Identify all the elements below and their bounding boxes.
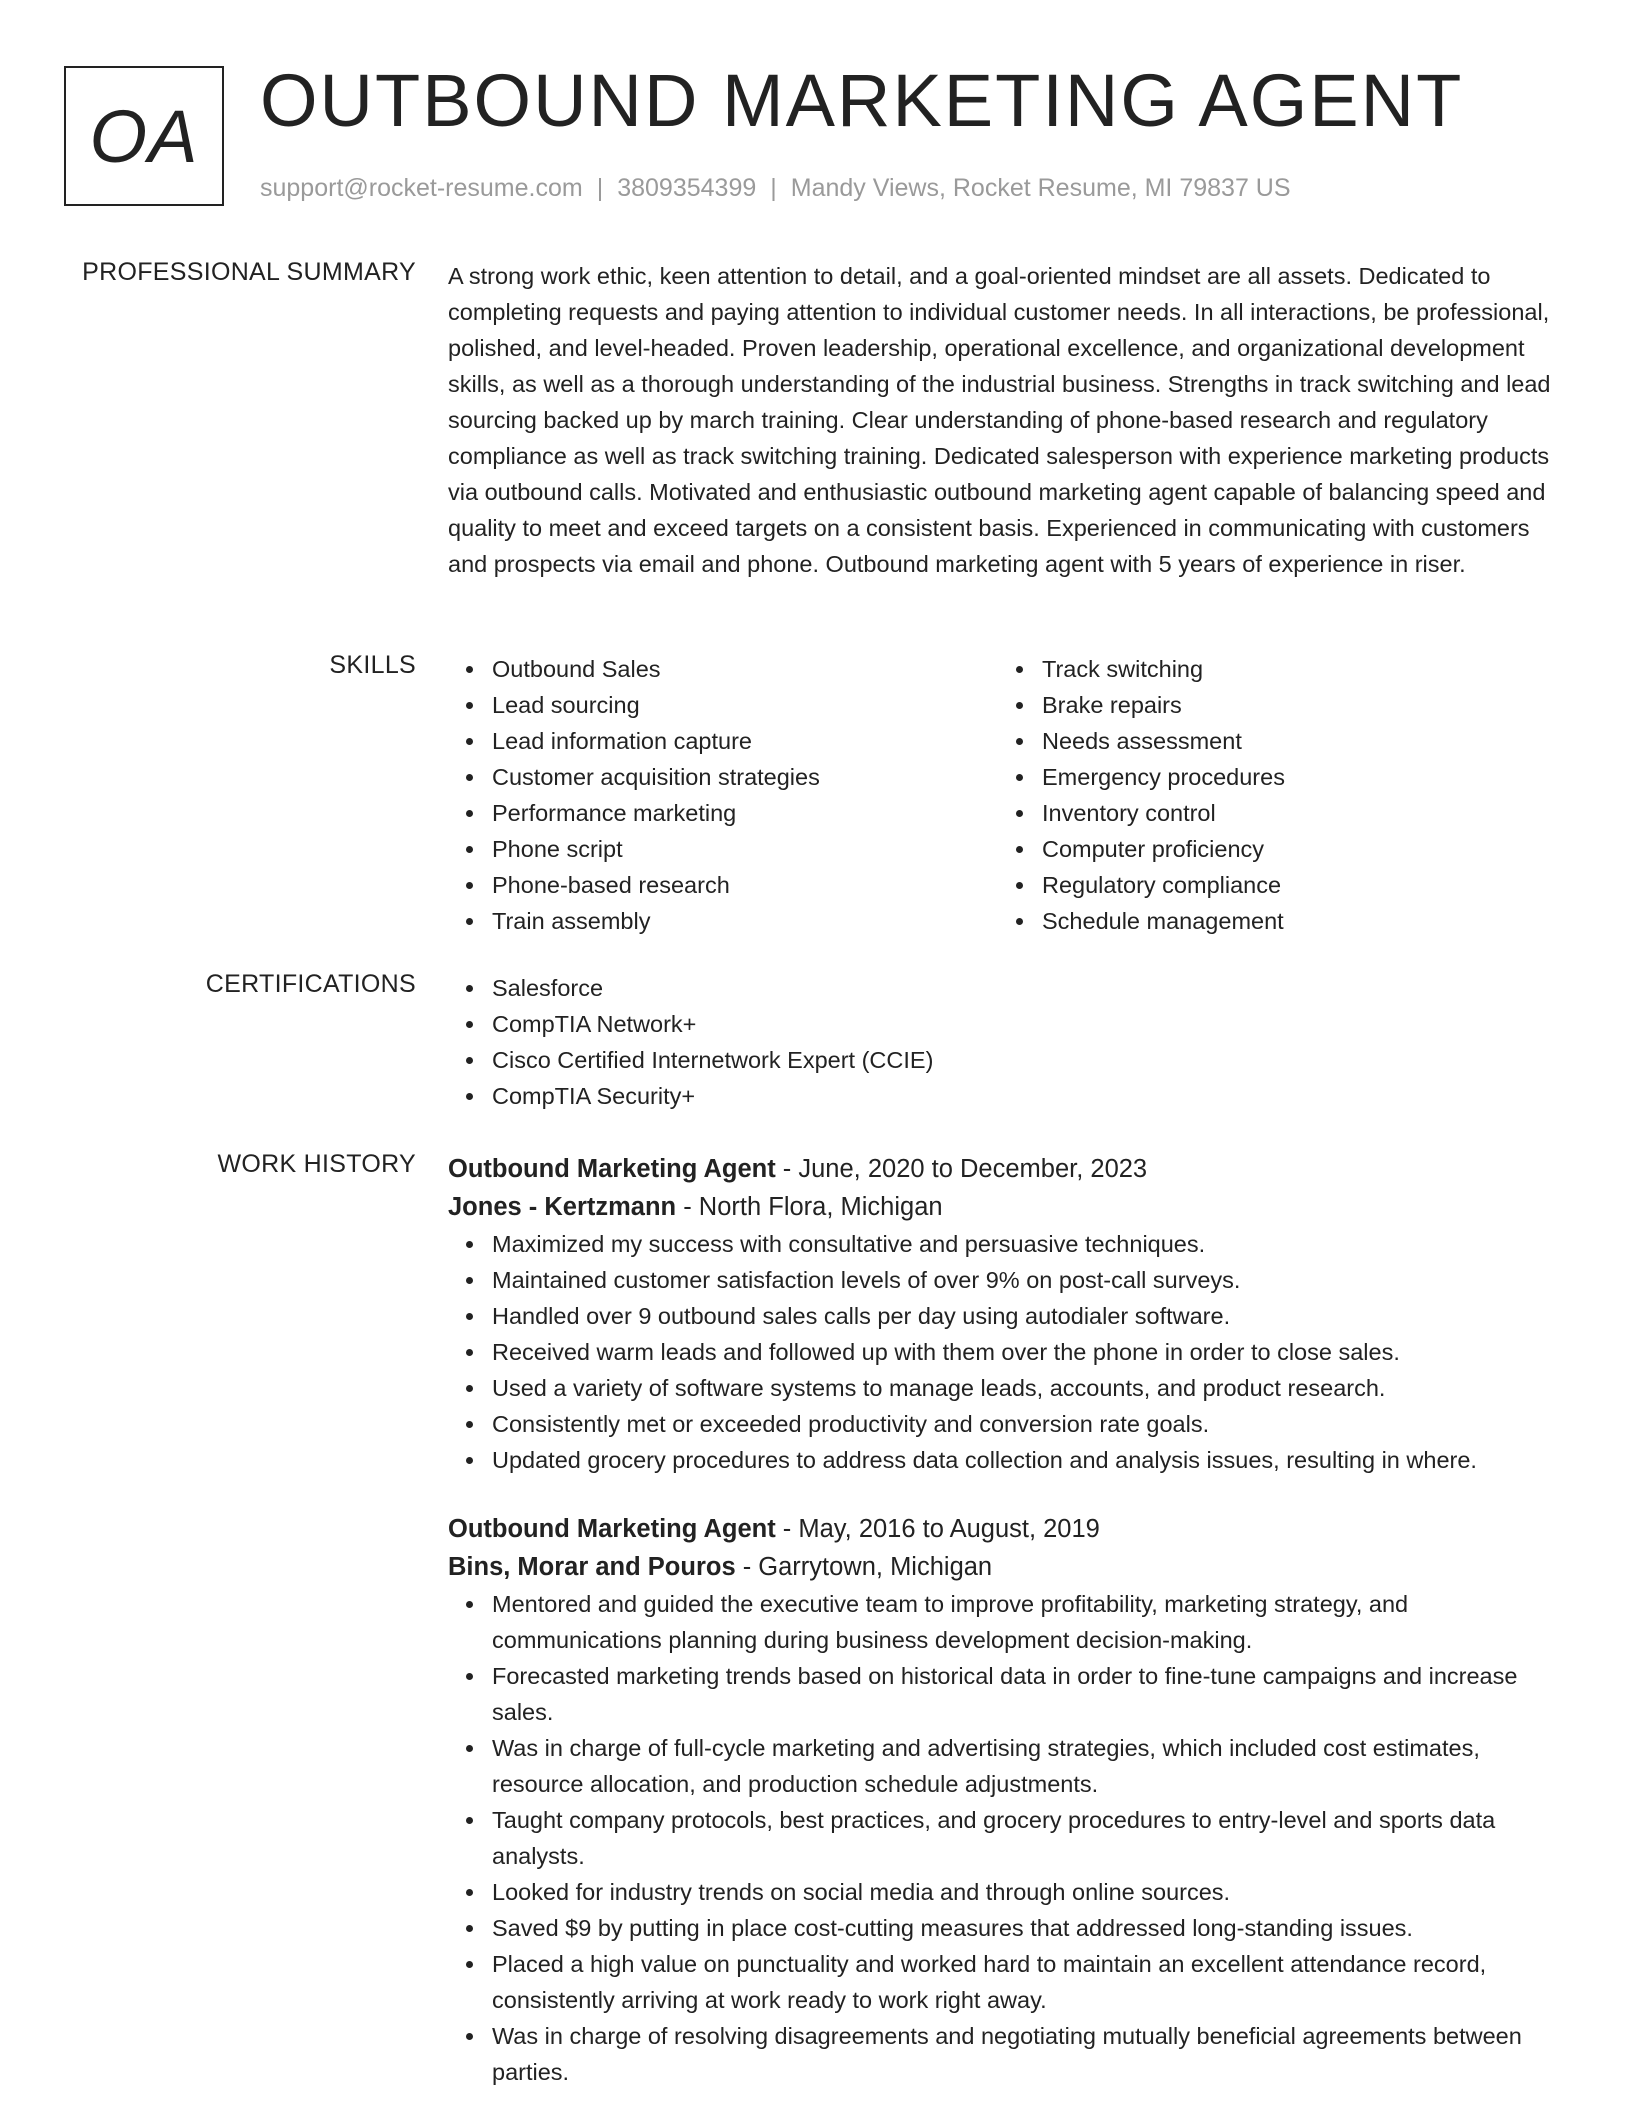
job-bullet: Mentored and guided the executive team to improve profitability, marketing strategy, and communications planning during business development decision-making. — [492, 1586, 1560, 1658]
job-bullet: Used a variety of software systems to manage leads, accounts, and product research. — [492, 1370, 1560, 1406]
job-bullet: Placed a high value on punctuality and worked hard to maintain an excellent attendance record, consistently arriving at work ready to work right away. — [492, 1946, 1560, 2018]
job-company: Bins, Morar and Pouros — [448, 1553, 736, 1581]
certification-item: Cisco Certified Internetwork Expert (CCIE) — [492, 1042, 1560, 1078]
skill-item: Outbound Sales — [492, 651, 998, 687]
job-bullet: Was in charge of resolving disagreements and negotiating mutually beneficial agreements between parties. — [492, 2018, 1560, 2090]
skills-list-right — [998, 651, 1548, 939]
skill-item: Emergency procedures — [1042, 759, 1548, 795]
skill-item: Schedule management — [1042, 903, 1548, 939]
contact-line — [260, 174, 1291, 203]
skills-body — [448, 651, 1560, 939]
skills-column-left — [448, 651, 998, 939]
certifications-body — [448, 970, 1560, 1114]
contact-separator: | — [770, 174, 777, 202]
summary-body — [448, 258, 1560, 582]
job-bullet: Forecasted marketing trends based on historical data in order to fine-tune campaigns and increase sales. — [492, 1658, 1560, 1730]
skill-item: Lead sourcing — [492, 687, 998, 723]
job-title-line — [448, 1510, 1560, 1548]
skill-item: Computer proficiency — [1042, 831, 1548, 867]
certification-item: CompTIA Network+ — [492, 1006, 1560, 1042]
job-bullet: Maintained customer satisfaction levels of over 9% on post-call surveys. — [492, 1262, 1560, 1298]
job-location: - Garrytown, Michigan — [735, 1553, 993, 1581]
contact-phone: 3809354399 — [617, 174, 757, 202]
job-title: Outbound Marketing Agent — [448, 1155, 776, 1183]
summary-heading: PROFESSIONAL SUMMARY — [82, 258, 416, 286]
job-title-line — [448, 1150, 1560, 1188]
contact-separator: | — [596, 174, 604, 202]
skills-columns — [448, 651, 1560, 939]
skill-item: Train assembly — [492, 903, 998, 939]
certification-item: CompTIA Security+ — [492, 1078, 1560, 1114]
work-history-body — [448, 1150, 1560, 2090]
job-company-line — [448, 1548, 1560, 1586]
skill-item: Phone script — [492, 831, 998, 867]
work-history-heading: WORK HISTORY — [217, 1150, 416, 1178]
job-bullet: Saved $9 by putting in place cost-cutting measures that addressed long-standing issues. — [492, 1910, 1560, 1946]
job-bullet: Received warm leads and followed up with them over the phone in order to close sales. — [492, 1334, 1560, 1370]
monogram-badge: OA — [64, 66, 224, 206]
skills-column-right — [998, 651, 1548, 939]
skill-item: Track switching — [1042, 651, 1548, 687]
skill-item: Needs assessment — [1042, 723, 1548, 759]
resume-header — [64, 59, 1568, 210]
certifications-list — [448, 970, 1560, 1114]
job-company-line — [448, 1188, 1560, 1226]
contact-email: support@rocket-resume.com — [260, 174, 583, 202]
summary-text: A strong work ethic, keen attention to detail, and a goal-oriented mindset are all assets. Dedicated to completing requests and paying attention to individual customer needs. In all interactions, be professional, polished, and level-headed. Proven leadership, operational excellence, and organizational development skills, as well as a thorough understanding of the industrial business. Strengths in track switching and lead sourcing backed up by march training. Clear understanding of phone-based research and regulatory compliance as well as track switching training. Dedicated salesperson with experience marketing products via outbound calls. Motivated and enthusiastic outbound marketing agent capable of balancing speed and quality to meet and exceed targets on a consistent basis. Experienced in communicating with customers and prospects via email and phone. Outbound marketing agent with 5 years of experience in riser. — [448, 263, 1551, 577]
skill-item: Performance marketing — [492, 795, 998, 831]
job-bullet: Handled over 9 outbound sales calls per day using autodialer software. — [492, 1298, 1560, 1334]
resume-name: OUTBOUND MARKETING AGENT — [260, 59, 1464, 142]
skill-item: Inventory control — [1042, 795, 1548, 831]
contact-address: Mandy Views, Rocket Resume, MI 79837 US — [790, 174, 1291, 202]
job-bullet: Was in charge of full-cycle marketing and advertising strategies, which included cost estimates, resource allocation, and production schedule adjustments. — [492, 1730, 1560, 1802]
job-bullet: Taught company protocols, best practices, and grocery procedures to entry-level and sports data analysts. — [492, 1802, 1560, 1874]
job-bullets — [448, 1586, 1560, 2090]
certification-item: Salesforce — [492, 970, 1560, 1006]
job-bullets — [448, 1226, 1560, 1478]
job-bullet: Maximized my success with consultative and persuasive techniques. — [492, 1226, 1560, 1262]
job-bullet: Looked for industry trends on social media and through online sources. — [492, 1874, 1560, 1910]
job-dates: - May, 2016 to August, 2019 — [775, 1515, 1100, 1543]
skills-list-left — [448, 651, 998, 939]
job-location: - North Flora, Michigan — [676, 1193, 943, 1221]
skills-heading: SKILLS — [329, 651, 416, 679]
certifications-heading: CERTIFICATIONS — [205, 970, 416, 998]
job-title: Outbound Marketing Agent — [448, 1515, 776, 1543]
skill-item: Brake repairs — [1042, 687, 1548, 723]
skill-item: Lead information capture — [492, 723, 998, 759]
job-dates: - June, 2020 to December, 2023 — [775, 1155, 1148, 1183]
skill-item: Regulatory compliance — [1042, 867, 1548, 903]
job-bullet: Updated grocery procedures to address data collection and analysis issues, resulting in where. — [492, 1442, 1560, 1478]
job-entry — [448, 1510, 1560, 2090]
job-bullet: Consistently met or exceeded productivity and conversion rate goals. — [492, 1406, 1560, 1442]
skill-item: Customer acquisition strategies — [492, 759, 998, 795]
job-company: Jones - Kertzmann — [448, 1193, 677, 1221]
skill-item: Phone-based research — [492, 867, 998, 903]
job-entry — [448, 1150, 1560, 1478]
